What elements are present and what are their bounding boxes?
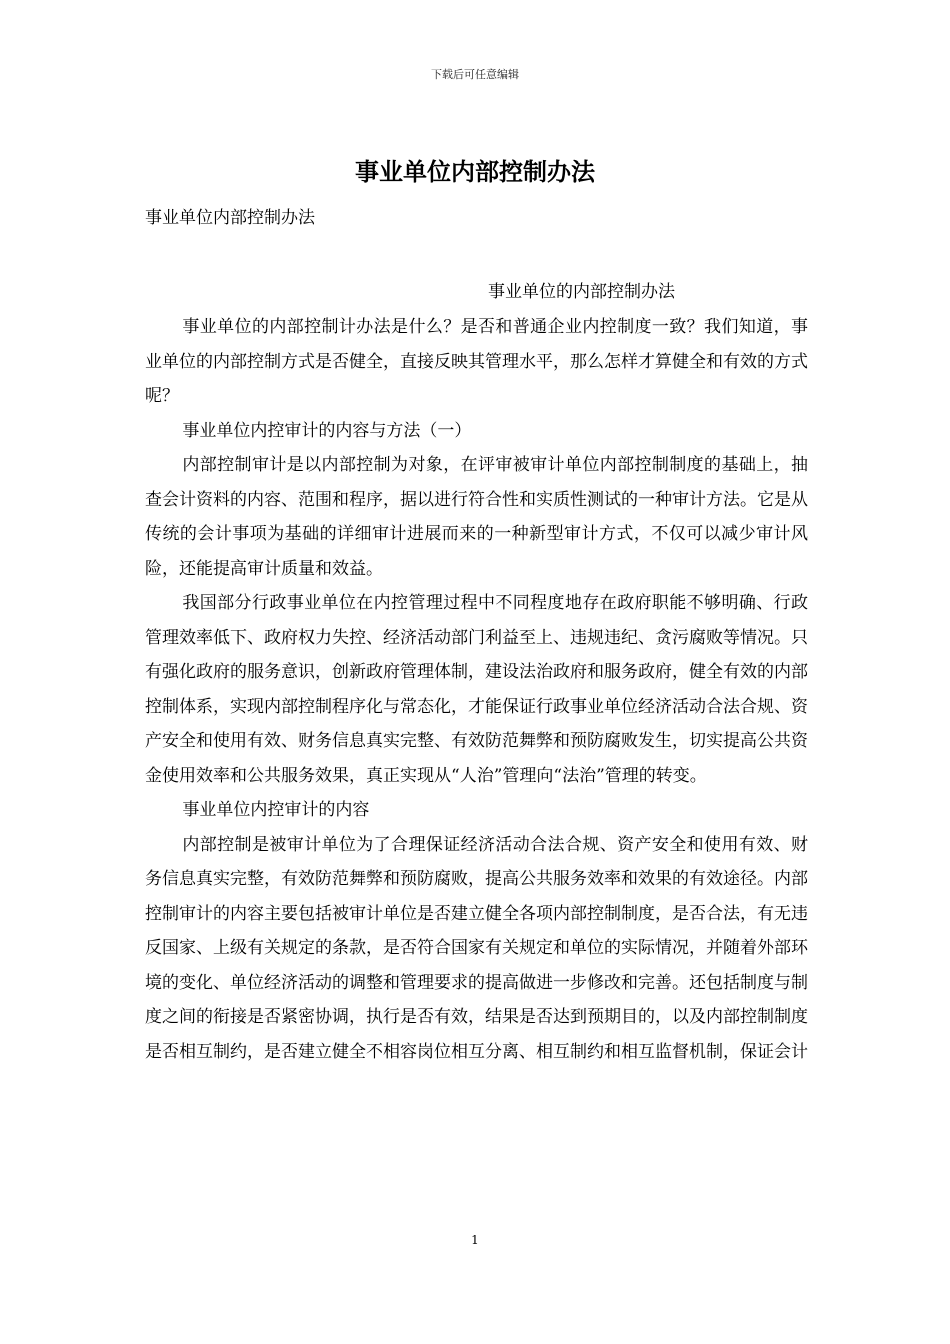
- document-title: 事业单位内部控制办法: [355, 157, 595, 186]
- paragraph: 我国部分行政事业单位在内控管理过程中不同程度地存在政府职能不够明确、行政管理效率低下、政府权力失控、经济活动部门利益至上、违规违纪、贪污腐败等情况。只有强化政府的服务意识，创新政府管理体制，建设法治政府和服务政府，健全有效的内部控制体系，实现内部控制程序化与常态化，才能保证行政事业单位经济活动合法合规、资产安全和使用有效、财务信息真实完整、有效防范舞弊和预防腐败发生，切实提高公共资金使用效率和公共服务效果，真正实现从“人治”管理向“法治”管理的转变。: [145, 593, 808, 786]
- page-number: 1: [471, 1233, 479, 1247]
- section-title: 事业单位的内部控制办法: [488, 282, 675, 302]
- paragraph-heading: 事业单位内控审计的内容与方法（一）: [182, 420, 472, 441]
- paragraph-heading: 事业单位内控审计的内容: [182, 800, 370, 820]
- paragraph: 事业单位的内部控制计办法是什么？是否和普通企业内控制度一致？我们知道，事业单位的内部控制方式是否健全，直接反映其管理水平，那么怎样才算健全和有效的方式呢？: [145, 317, 808, 406]
- paragraph: 内部控制审计是以内部控制为对象，在评审被审计单位内部控制制度的基础上，抽查会计资料的内容、范围和程序，据以进行符合性和实质性测试的一种审计方法。它是从传统的会计事项为基础的详细审计进展而来的一种新型审计方式，不仅可以减少审计风险，还能提高审计质量和效益。: [145, 455, 808, 579]
- paragraph: 内部控制是被审计单位为了合理保证经济活动合法合规、资产安全和使用有效、财务信息真实完整，有效防范舞弊和预防腐败，提高公共服务效率和效果的有效途径。内部控制审计的内容主要包括被审计单位是否建立健全各项内部控制制度，是否合法，有无违反国家、上级有关规定的条款，是否符合国家有关规定和单位的实际情况，并随着外部环境的变化、单位经济活动的调整和管理要求的提高做进一步修改和完善。还包括制度与制度之间的衔接是否紧密协调，执行是否有效，结果是否达到预期目的，以及内部控制制度是否相互制约，是否建立健全不相容岗位相互分离、相互制约和相互监督机制，保证会计: [145, 834, 808, 1062]
- document-subtitle: 事业单位内部控制办法: [145, 208, 315, 228]
- document-body: [145, 310, 808, 1069]
- header-note: 下载后可任意编辑: [431, 68, 519, 81]
